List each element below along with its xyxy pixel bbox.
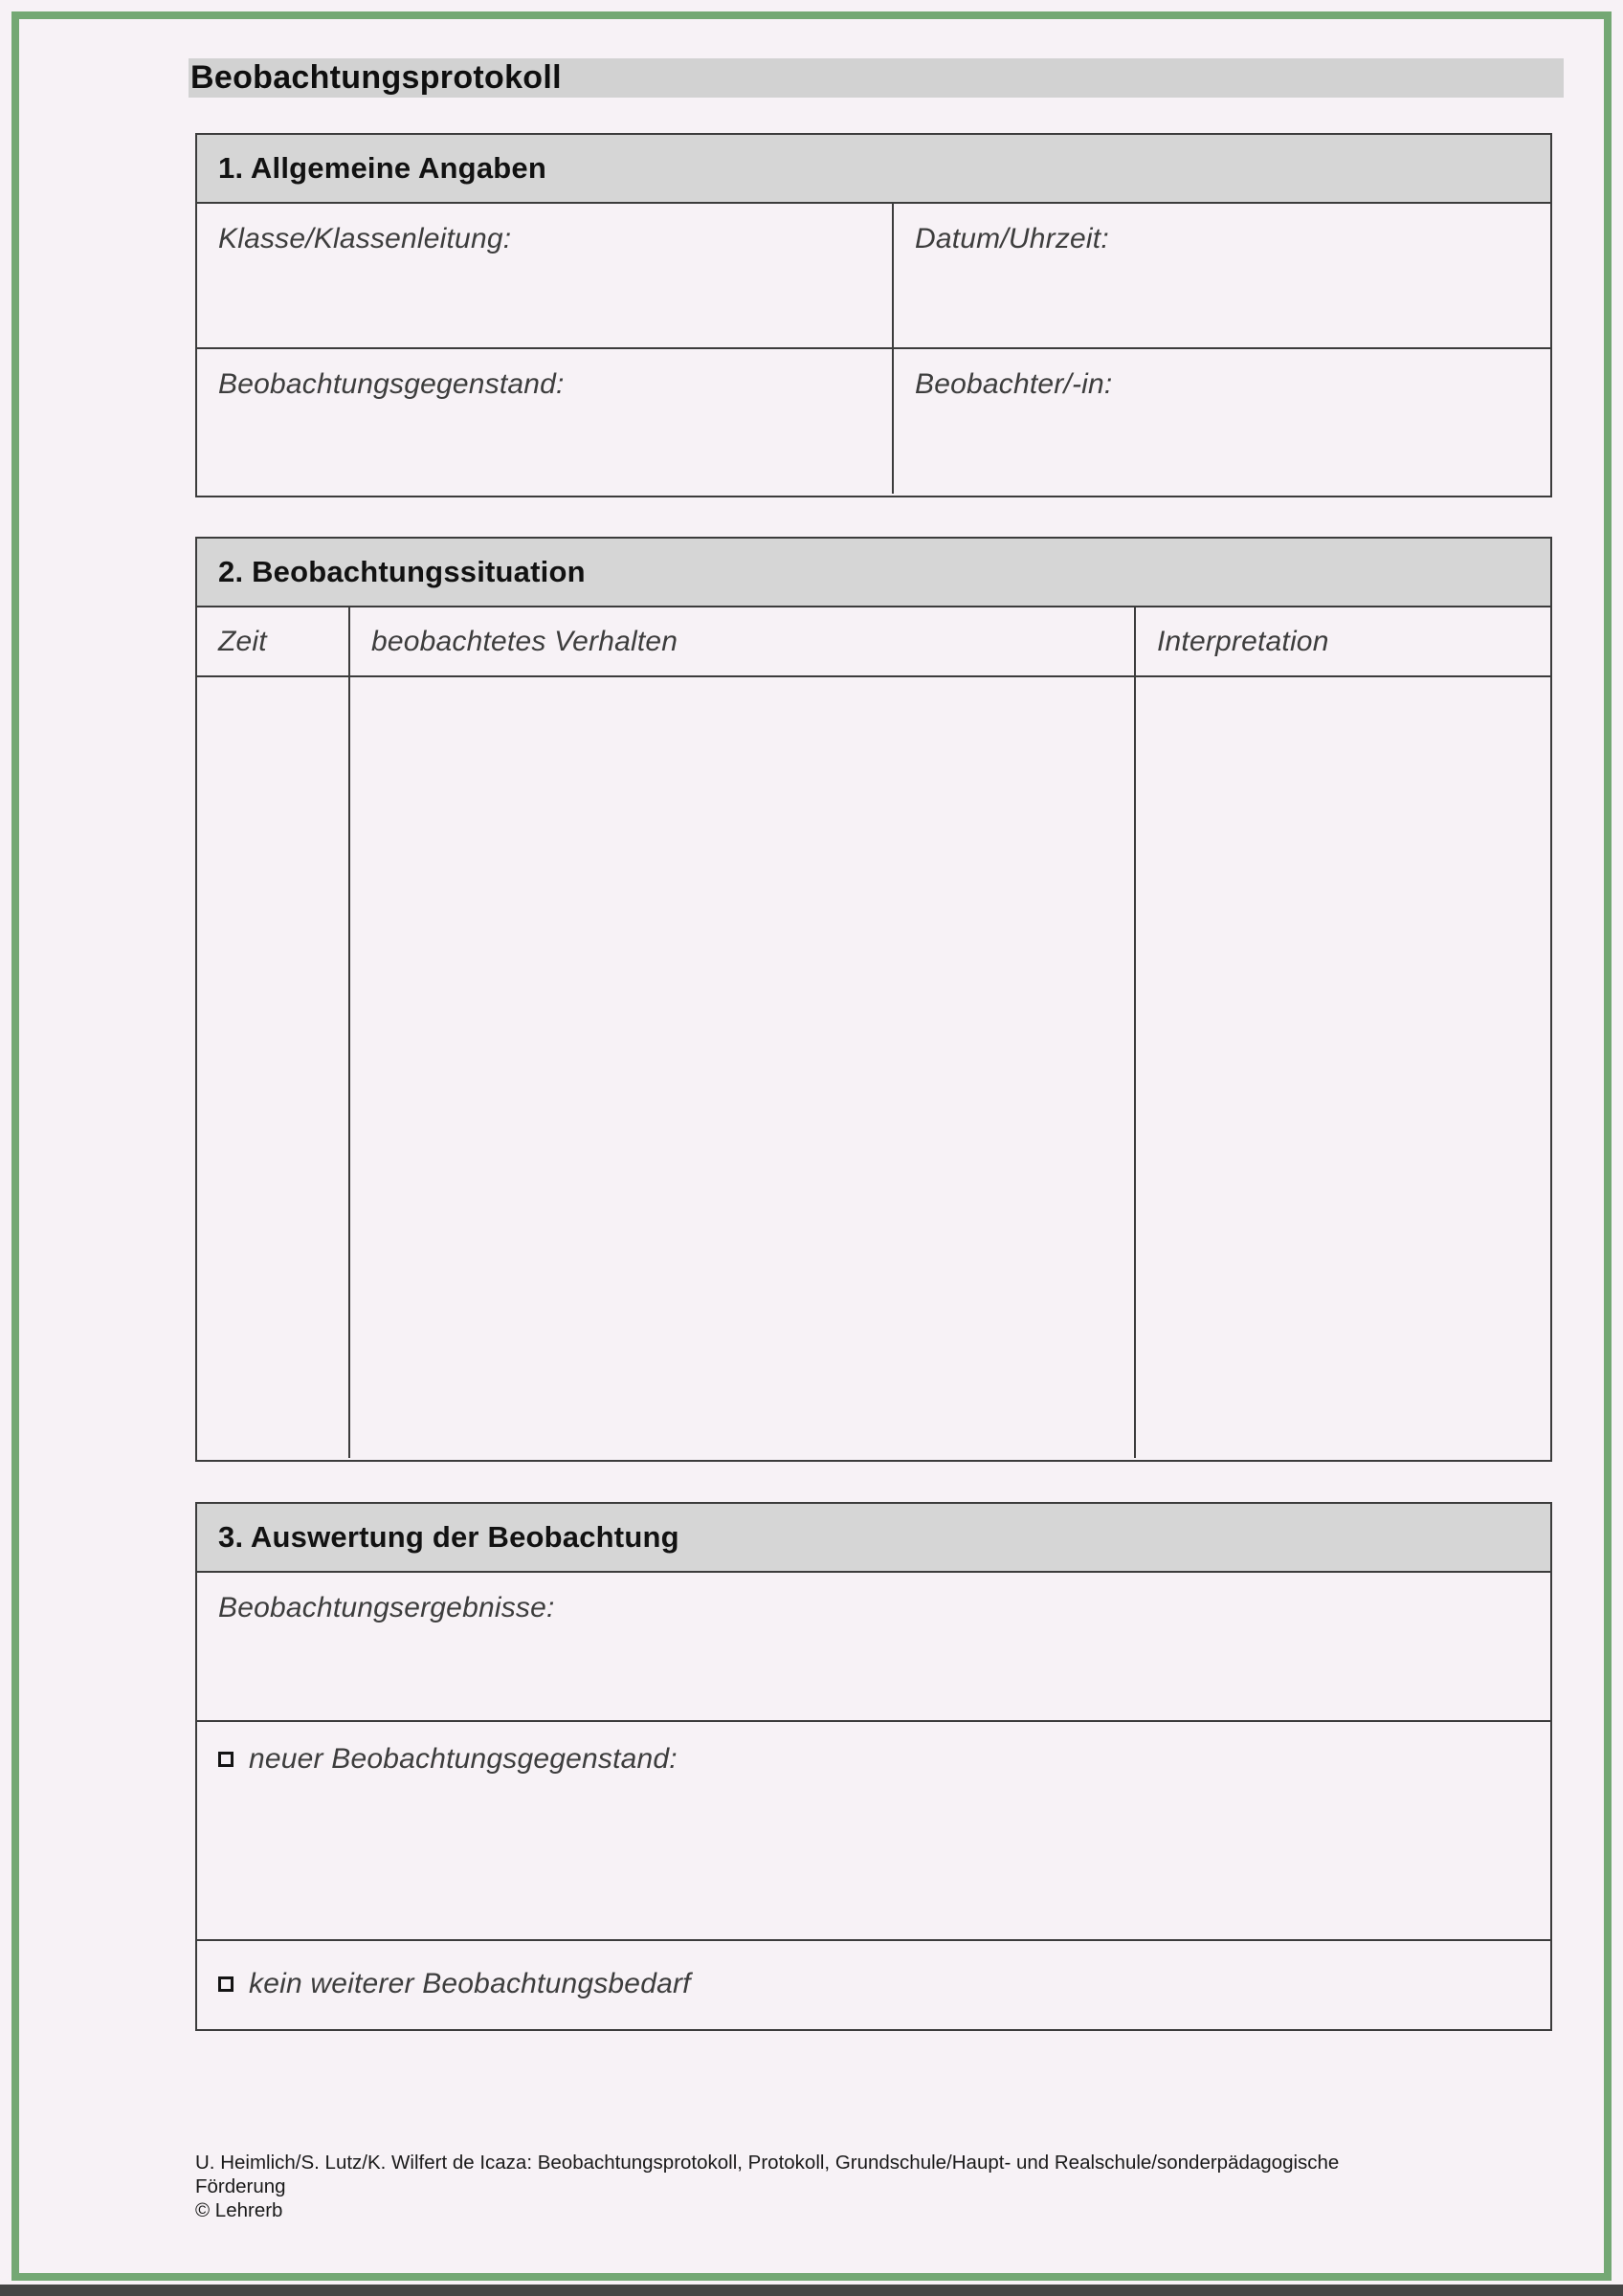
neuer-gegenstand-checkbox[interactable] — [218, 1752, 233, 1767]
section3-heading-text: 3. Auswertung der Beobachtung — [218, 1520, 679, 1554]
page-bottom-edge — [0, 2285, 1623, 2296]
field-label-datum: Datum/Uhrzeit: — [915, 223, 1109, 254]
kein-bedarf-checkbox[interactable] — [218, 1976, 233, 1992]
column-header-zeit — [197, 607, 350, 677]
field-beobachtungsgegenstand[interactable] — [197, 349, 894, 494]
column-header-verhalten — [350, 607, 1136, 677]
section1-heading-text: 1. Allgemeine Angaben — [218, 151, 546, 185]
field-klasse-klassenleitung[interactable] — [197, 204, 894, 349]
zeit-entry-area[interactable] — [197, 677, 350, 1458]
field-label-gegenstand: Beobachtungsgegenstand: — [218, 368, 565, 400]
column-label-zeit: Zeit — [218, 625, 267, 657]
section3-header — [197, 1504, 1550, 1573]
section-beobachtungssituation — [195, 537, 1552, 1462]
neuer-beobachtungsgegenstand-area[interactable] — [197, 1722, 1550, 1941]
section2-column-headers — [197, 607, 1550, 677]
section-allgemeine-angaben — [195, 133, 1552, 497]
label-kein-bedarf: kein weiterer Beobachtungsbedarf — [249, 1968, 691, 1999]
verhalten-entry-area[interactable] — [350, 677, 1136, 1458]
footer-line-credits: U. Heimlich/S. Lutz/K. Wilfert de Icaza: Beobachtungsprotokoll, Protokoll, Grundschule/Haupt- und Realschule/sonderpädagogische — [195, 2152, 1340, 2174]
field-datum-uhrzeit[interactable] — [894, 204, 1550, 349]
beobachtungsergebnisse-area[interactable] — [197, 1573, 1550, 1722]
field-beobachter-in[interactable] — [894, 349, 1550, 494]
field-label-beobachter: Beobachter/-in: — [915, 368, 1113, 400]
label-neuer-gegenstand: neuer Beobachtungsgegenstand: — [249, 1743, 678, 1775]
section1-header — [197, 135, 1550, 204]
section-auswertung-der-beobachtung — [195, 1502, 1552, 2031]
label-beobachtungsergebnisse: Beobachtungsergebnisse: — [218, 1592, 555, 1623]
section2-heading-text: 2. Beobachtungssituation — [218, 555, 586, 588]
document-title-bar — [189, 58, 1564, 98]
column-label-interpretation: Interpretation — [1157, 625, 1329, 657]
interpretation-entry-area[interactable] — [1136, 677, 1550, 1458]
field-label-klasse: Klasse/Klassenleitung: — [218, 223, 512, 254]
kein-beobachtungsbedarf-row — [197, 1941, 1550, 2027]
section2-header — [197, 539, 1550, 607]
document-title: Beobachtungsprotokoll — [190, 59, 562, 96]
section1-fields-grid — [197, 204, 1550, 494]
document-footer — [195, 2151, 1564, 2222]
column-label-verhalten: beobachtetes Verhalten — [371, 625, 678, 657]
column-header-interpretation — [1136, 607, 1550, 677]
footer-line-foerderung: Förderung — [195, 2175, 286, 2197]
section2-entry-rows — [197, 677, 1550, 1458]
footer-line-copyright: © Lehrerb — [195, 2199, 283, 2221]
